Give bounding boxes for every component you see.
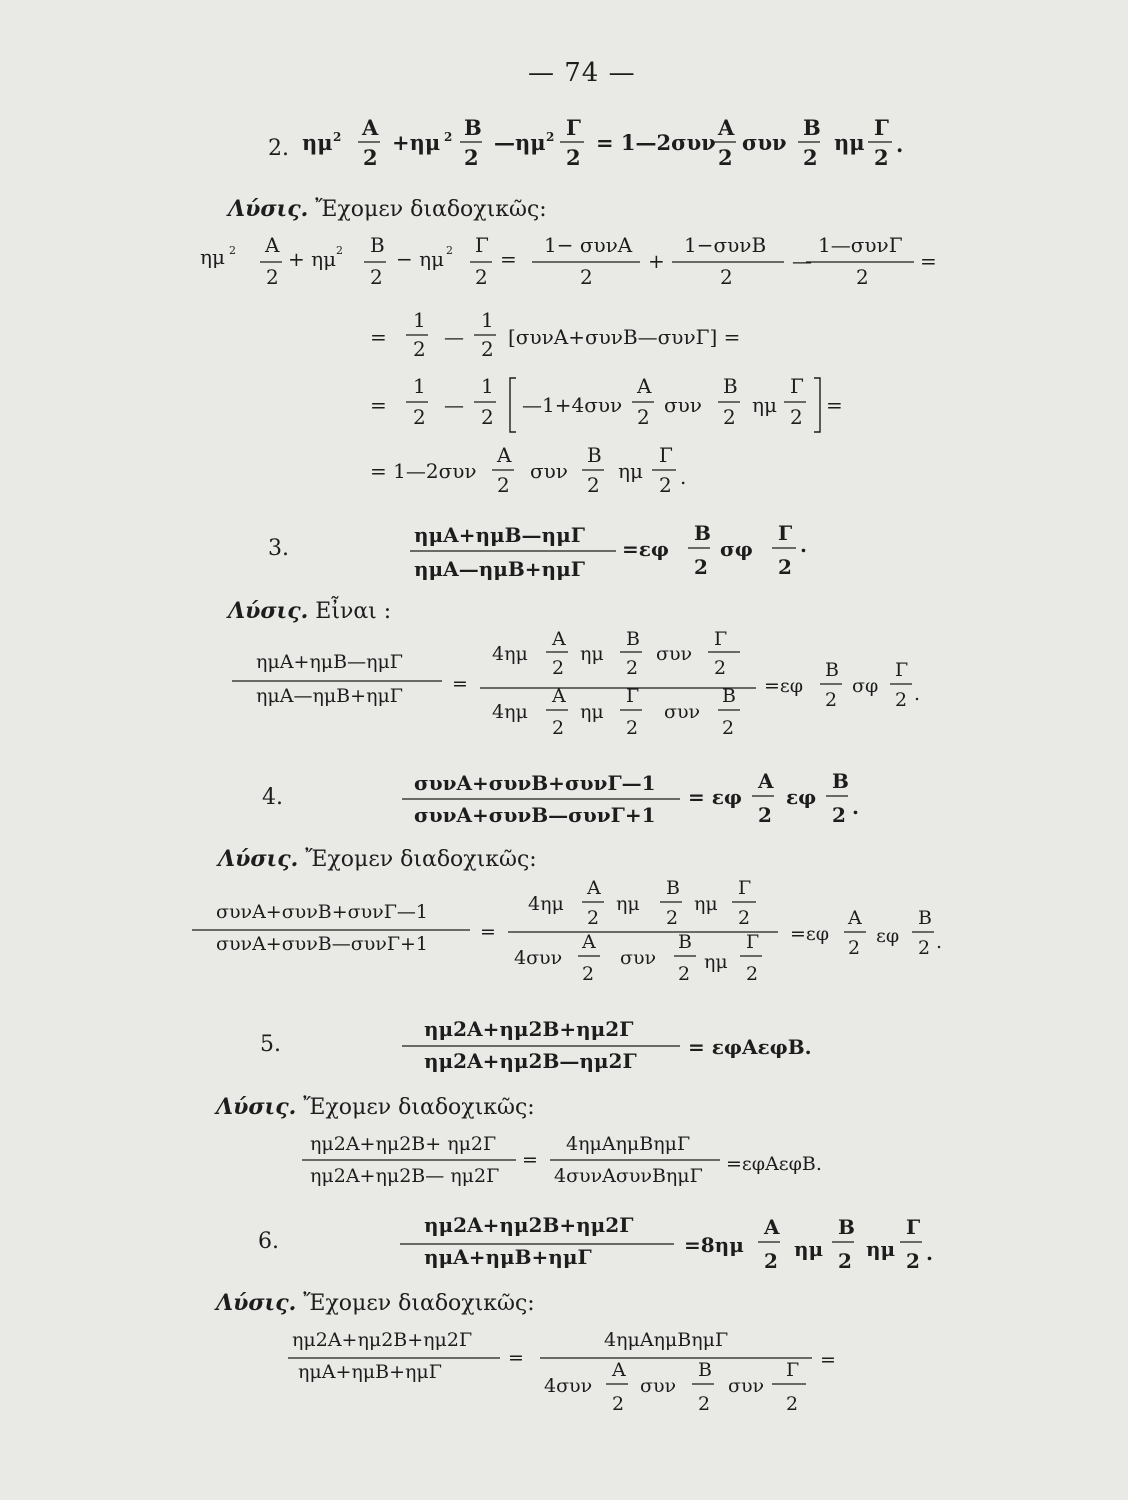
svg-text:1−συνB: 1−συνB bbox=[684, 233, 767, 257]
svg-text:ημ2A+ημ2B— ημ2Γ: ημ2A+ημ2B— ημ2Γ bbox=[310, 1165, 500, 1187]
svg-text:2: 2 bbox=[626, 657, 639, 679]
svg-text:εφ: εφ bbox=[876, 925, 900, 947]
svg-text:.: . bbox=[914, 683, 921, 705]
svg-text:ημA—ημB+ημΓ: ημA—ημB+ημΓ bbox=[414, 557, 585, 581]
svg-text:B: B bbox=[723, 374, 738, 398]
svg-text:2: 2 bbox=[659, 473, 672, 497]
svg-text:A: A bbox=[718, 115, 735, 140]
svg-text:Γ: Γ bbox=[746, 931, 760, 953]
svg-text:Γ: Γ bbox=[659, 443, 673, 467]
svg-text:2: 2 bbox=[718, 145, 733, 170]
svg-text:[συνA+συνB—συνΓ] =: [συνA+συνB—συνΓ] = bbox=[508, 325, 741, 349]
svg-text:2: 2 bbox=[838, 1249, 852, 1273]
svg-text:2: 2 bbox=[790, 405, 803, 429]
problem-2-number: 2. bbox=[268, 136, 289, 161]
svg-text:ημ: ημ bbox=[794, 1237, 824, 1261]
svg-text:2: 2 bbox=[678, 963, 691, 985]
svg-text:B: B bbox=[722, 685, 736, 707]
svg-text:B: B bbox=[838, 1215, 855, 1239]
solution-label: Λύσις. bbox=[216, 1290, 297, 1316]
svg-text:—1+4συν: —1+4συν bbox=[522, 393, 623, 417]
svg-text:4ημ: 4ημ bbox=[492, 701, 528, 723]
svg-text:2: 2 bbox=[582, 963, 595, 985]
svg-text:1: 1 bbox=[413, 374, 426, 398]
svg-text:= εφ: = εφ bbox=[688, 785, 742, 809]
svg-text:ημA+ημB—ημΓ: ημA+ημB—ημΓ bbox=[256, 651, 403, 673]
svg-text:2: 2 bbox=[856, 265, 869, 289]
svg-text:2: 2 bbox=[637, 405, 650, 429]
svg-text:ημA+ημB+ημΓ: ημA+ημB+ημΓ bbox=[298, 1361, 442, 1383]
svg-text:σφ: σφ bbox=[852, 675, 879, 697]
svg-text:2: 2 bbox=[848, 937, 861, 959]
svg-text:B: B bbox=[803, 115, 821, 140]
svg-text:B: B bbox=[825, 659, 839, 681]
svg-text:ημ: ημ bbox=[580, 701, 604, 723]
svg-text:συν: συν bbox=[664, 701, 701, 723]
solution-intro: Ἔχομεν διαδοχικῶς: bbox=[305, 847, 537, 872]
svg-text:2: 2 bbox=[906, 1249, 920, 1273]
svg-text:σφ: σφ bbox=[720, 537, 753, 561]
solution-intro: Εἶναι : bbox=[315, 599, 392, 624]
svg-text:=: = bbox=[370, 393, 387, 417]
svg-text:.: . bbox=[800, 533, 807, 557]
svg-text:Γ: Γ bbox=[778, 521, 793, 545]
svg-text:ημ: ημ bbox=[752, 393, 777, 417]
svg-text:2: 2 bbox=[580, 265, 593, 289]
svg-text:.: . bbox=[896, 132, 904, 157]
svg-text:=εφ: =εφ bbox=[764, 675, 804, 697]
svg-text:A: A bbox=[552, 685, 566, 707]
svg-text:1− συνA: 1− συνA bbox=[544, 233, 633, 257]
svg-text:συνA+συνB+συνΓ—1: συνA+συνB+συνΓ—1 bbox=[216, 901, 429, 923]
svg-text:ημ: ημ bbox=[834, 130, 865, 155]
svg-text:4ημ: 4ημ bbox=[528, 893, 564, 915]
svg-text:= 1—2συν: = 1—2συν bbox=[596, 130, 716, 155]
svg-text:=εφ: =εφ bbox=[622, 537, 670, 561]
svg-text:1: 1 bbox=[413, 308, 426, 332]
svg-text:συνA+συνB+συνΓ—1: συνA+συνB+συνΓ—1 bbox=[414, 771, 656, 795]
svg-text:4ημAημBημΓ: 4ημAημBημΓ bbox=[604, 1329, 729, 1351]
svg-text:2: 2 bbox=[370, 265, 383, 289]
svg-text:=: = bbox=[452, 673, 468, 695]
svg-text:=: = bbox=[522, 1149, 538, 1171]
svg-text:A: A bbox=[552, 628, 566, 650]
svg-text:2: 2 bbox=[552, 657, 565, 679]
svg-text:συν: συν bbox=[728, 1375, 765, 1397]
svg-text:A: A bbox=[582, 931, 596, 953]
svg-text:ημ2A+ημ2B+ημ2Γ: ημ2A+ημ2B+ημ2Γ bbox=[292, 1329, 473, 1351]
svg-text:A: A bbox=[612, 1359, 626, 1381]
svg-text:2: 2 bbox=[714, 657, 727, 679]
problem-4-number: 4. bbox=[262, 785, 283, 810]
svg-text:4συν: 4συν bbox=[514, 947, 563, 969]
svg-text:ημA+ημB+ημΓ: ημA+ημB+ημΓ bbox=[424, 1245, 592, 1269]
svg-text:2: 2 bbox=[413, 337, 426, 361]
svg-text:2: 2 bbox=[895, 689, 908, 711]
svg-text:=: = bbox=[826, 393, 843, 417]
svg-text:− ημ: − ημ bbox=[396, 247, 445, 271]
svg-text:A: A bbox=[362, 115, 379, 140]
svg-text:Γ: Γ bbox=[874, 115, 889, 140]
svg-text:B: B bbox=[918, 907, 932, 929]
problem-6-number: 6. bbox=[258, 1229, 279, 1254]
solution-intro: Ἔχομεν διαδοχικῶς: bbox=[303, 1095, 535, 1120]
svg-text:ημ: ημ bbox=[704, 951, 728, 973]
svg-text:2: 2 bbox=[413, 405, 426, 429]
svg-text:2: 2 bbox=[918, 937, 931, 959]
svg-text:ημ2A+ημ2B+ ημ2Γ: ημ2A+ημ2B+ ημ2Γ bbox=[310, 1133, 497, 1155]
svg-text:2: 2 bbox=[778, 555, 792, 579]
svg-text:1: 1 bbox=[481, 308, 494, 332]
svg-text:Γ: Γ bbox=[626, 685, 640, 707]
svg-text:+: + bbox=[648, 249, 665, 273]
svg-text:ημ: ημ bbox=[200, 245, 225, 269]
svg-text:ημ: ημ bbox=[866, 1237, 896, 1261]
svg-text:4συν: 4συν bbox=[544, 1375, 593, 1397]
problem-5-number: 5. bbox=[260, 1032, 281, 1057]
svg-text:=εφAεφB.: =εφAεφB. bbox=[726, 1153, 822, 1175]
svg-text:2: 2 bbox=[832, 803, 846, 827]
svg-text:ημA—ημB+ημΓ: ημA—ημB+ημΓ bbox=[256, 685, 403, 707]
svg-text:2: 2 bbox=[666, 907, 679, 929]
svg-text:B: B bbox=[626, 628, 640, 650]
svg-text:2: 2 bbox=[497, 473, 510, 497]
solution-intro: Ἔχομεν διαδοχικῶς: bbox=[315, 197, 547, 222]
svg-text:συν: συν bbox=[620, 947, 657, 969]
svg-text:B: B bbox=[464, 115, 482, 140]
solution-label: Λύσις. bbox=[228, 196, 309, 222]
svg-text:2: 2 bbox=[874, 145, 889, 170]
svg-text:2: 2 bbox=[722, 717, 735, 739]
svg-text:ημ: ημ bbox=[694, 893, 718, 915]
svg-text:Γ: Γ bbox=[566, 115, 581, 140]
svg-text:2: 2 bbox=[546, 130, 555, 144]
svg-text:Γ: Γ bbox=[790, 374, 804, 398]
svg-text:A: A bbox=[758, 769, 774, 793]
svg-text:A: A bbox=[265, 233, 280, 257]
svg-text:2: 2 bbox=[552, 717, 565, 739]
page-number: — 74 — bbox=[528, 58, 636, 88]
svg-text:B: B bbox=[694, 521, 711, 545]
svg-text:B: B bbox=[370, 233, 385, 257]
svg-text:2: 2 bbox=[566, 145, 581, 170]
svg-text:=: = bbox=[370, 325, 387, 349]
svg-text:2: 2 bbox=[764, 1249, 778, 1273]
svg-text:1—συνΓ: 1—συνΓ bbox=[818, 233, 903, 257]
svg-text:=: = bbox=[920, 249, 937, 273]
svg-text:2: 2 bbox=[612, 1393, 625, 1415]
svg-text:=εφ: =εφ bbox=[790, 923, 830, 945]
svg-text:A: A bbox=[637, 374, 652, 398]
svg-text:= 1—2συν: = 1—2συν bbox=[370, 459, 477, 483]
svg-text:.: . bbox=[680, 465, 687, 489]
svg-text:B: B bbox=[698, 1359, 712, 1381]
svg-text:B: B bbox=[587, 443, 602, 467]
svg-text:2: 2 bbox=[746, 963, 759, 985]
svg-text:2: 2 bbox=[336, 244, 343, 257]
svg-text:2: 2 bbox=[587, 473, 600, 497]
svg-text:=: = bbox=[508, 1347, 524, 1369]
svg-text:ημ: ημ bbox=[302, 130, 333, 155]
svg-text:ημ: ημ bbox=[580, 643, 604, 665]
problem-3-number: 3. bbox=[268, 536, 289, 561]
svg-text:ημ: ημ bbox=[618, 459, 643, 483]
svg-text:—: — bbox=[444, 393, 464, 417]
svg-text:—: — bbox=[444, 325, 464, 349]
svg-text:.: . bbox=[936, 931, 943, 953]
svg-text:2: 2 bbox=[266, 265, 279, 289]
svg-text:ημ2A+ημ2B+ημ2Γ: ημ2A+ημ2B+ημ2Γ bbox=[424, 1017, 634, 1041]
svg-text:= εφAεφB.: = εφAεφB. bbox=[688, 1035, 812, 1059]
svg-text:2: 2 bbox=[786, 1393, 799, 1415]
svg-text:2: 2 bbox=[481, 337, 494, 361]
svg-text:2: 2 bbox=[723, 405, 736, 429]
svg-text:2: 2 bbox=[758, 803, 772, 827]
svg-text:A: A bbox=[587, 877, 601, 899]
svg-text:4συνAσυνBημΓ: 4συνAσυνBημΓ bbox=[554, 1165, 703, 1187]
svg-text:A: A bbox=[764, 1215, 780, 1239]
svg-text:A: A bbox=[497, 443, 512, 467]
svg-text:2: 2 bbox=[720, 265, 733, 289]
solution-label: Λύσις. bbox=[228, 598, 309, 624]
svg-text:συνA+συνB—συνΓ+1: συνA+συνB—συνΓ+1 bbox=[216, 933, 429, 955]
svg-text:ημ2A+ημ2B+ημ2Γ: ημ2A+ημ2B+ημ2Γ bbox=[424, 1213, 634, 1237]
svg-text:2: 2 bbox=[333, 130, 342, 144]
svg-text:.: . bbox=[852, 795, 859, 819]
svg-text:ημ2A+ημ2B—ημ2Γ: ημ2A+ημ2B—ημ2Γ bbox=[424, 1049, 637, 1073]
solution-label: Λύσις. bbox=[218, 846, 299, 872]
svg-text:.: . bbox=[926, 1241, 933, 1265]
svg-text:Γ: Γ bbox=[786, 1359, 800, 1381]
solution-label: Λύσις. bbox=[216, 1094, 297, 1120]
svg-text:2: 2 bbox=[698, 1393, 711, 1415]
svg-text:συν: συν bbox=[656, 643, 693, 665]
svg-text:συν: συν bbox=[530, 459, 568, 483]
svg-text:2: 2 bbox=[475, 265, 488, 289]
svg-text:—ημ: —ημ bbox=[494, 130, 546, 155]
svg-text:συν: συν bbox=[664, 393, 702, 417]
svg-text:2: 2 bbox=[694, 555, 708, 579]
svg-text:Γ: Γ bbox=[906, 1215, 921, 1239]
svg-text:συν: συν bbox=[640, 1375, 677, 1397]
svg-text:2: 2 bbox=[363, 145, 378, 170]
svg-text:=: = bbox=[500, 247, 517, 271]
svg-text:2: 2 bbox=[825, 689, 838, 711]
svg-text:B: B bbox=[666, 877, 680, 899]
svg-text:εφ: εφ bbox=[786, 785, 817, 809]
svg-text:συν: συν bbox=[742, 130, 787, 155]
svg-text:B: B bbox=[832, 769, 849, 793]
svg-text:=8ημ: =8ημ bbox=[684, 1233, 744, 1257]
solution-intro: Ἔχομεν διαδοχικῶς: bbox=[303, 1291, 535, 1316]
svg-text:ημ: ημ bbox=[616, 893, 640, 915]
svg-text:2: 2 bbox=[738, 907, 751, 929]
svg-text:Γ: Γ bbox=[738, 877, 752, 899]
svg-text:4ημAημBημΓ: 4ημAημBημΓ bbox=[566, 1133, 691, 1155]
svg-text:=: = bbox=[820, 1349, 836, 1371]
svg-text:2: 2 bbox=[587, 907, 600, 929]
svg-text:2: 2 bbox=[481, 405, 494, 429]
svg-text:Γ: Γ bbox=[714, 628, 728, 650]
svg-text:1: 1 bbox=[481, 374, 494, 398]
svg-text:+ ημ: + ημ bbox=[288, 247, 337, 271]
svg-text:Γ: Γ bbox=[895, 659, 909, 681]
svg-text:4ημ: 4ημ bbox=[492, 643, 528, 665]
svg-text:ημA+ημB—ημΓ: ημA+ημB—ημΓ bbox=[414, 523, 585, 547]
svg-text:=: = bbox=[480, 921, 496, 943]
svg-text:2: 2 bbox=[444, 130, 453, 144]
svg-text:2: 2 bbox=[803, 145, 818, 170]
svg-text:2: 2 bbox=[464, 145, 479, 170]
svg-text:2: 2 bbox=[446, 244, 453, 257]
svg-text:2: 2 bbox=[626, 717, 639, 739]
svg-text:συνA+συνB—συνΓ+1: συνA+συνB—συνΓ+1 bbox=[414, 803, 656, 827]
svg-text:2: 2 bbox=[229, 244, 236, 257]
svg-text:—: — bbox=[792, 249, 812, 273]
svg-text:+ημ: +ημ bbox=[392, 130, 441, 155]
svg-text:B: B bbox=[678, 931, 692, 953]
svg-text:Γ: Γ bbox=[475, 233, 489, 257]
svg-text:A: A bbox=[848, 907, 862, 929]
